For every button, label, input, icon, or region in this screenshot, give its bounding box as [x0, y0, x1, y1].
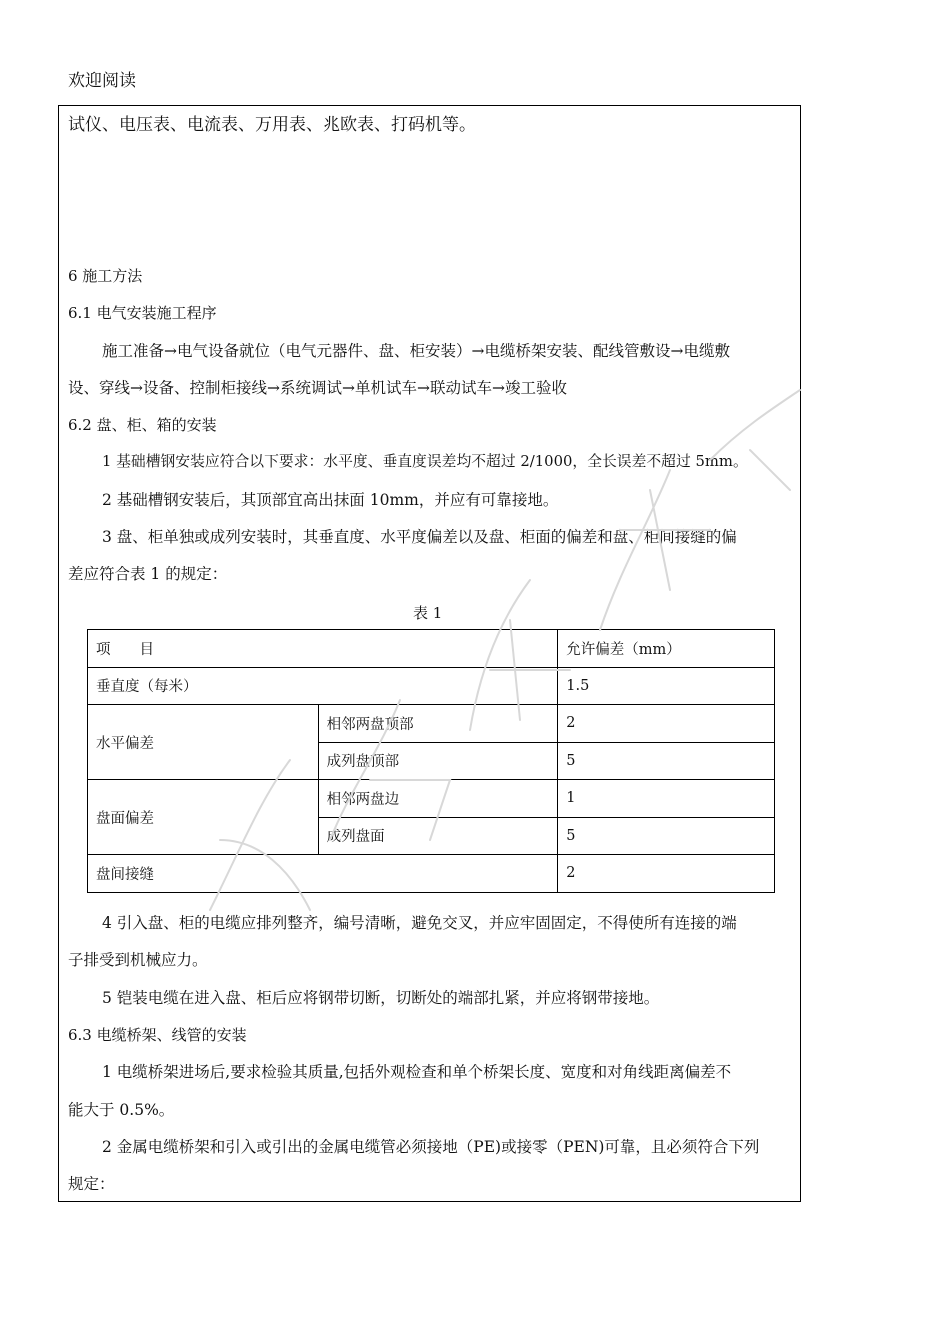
- procedure-line-1: 施工准备→电气设备就位（电气元器件、盘、柜安装）→电缆桥架安装、配线管敷设→电缆敷: [102, 342, 730, 360]
- clause-6-2-5: 5 铠装电缆在进入盘、柜后应将钢带切断，切断处的端部扎紧，并应将钢带接地。: [102, 989, 660, 1007]
- horizontal-group-label: 水平偏差: [88, 705, 319, 780]
- section-6-1-title: 6.1 电气安装施工程序: [68, 304, 217, 322]
- joint-value-cell: 2: [558, 855, 775, 893]
- surface-sub1-value: 1: [558, 780, 775, 818]
- section-6-2-title: 6.2 盘、柜、箱的安装: [68, 416, 217, 434]
- clause-6-3-2-line-2: 规定：: [68, 1175, 115, 1193]
- table-row: [88, 667, 775, 705]
- table-row: [88, 855, 775, 893]
- table-header-row: [88, 630, 775, 668]
- table-1-caption: 表 1: [413, 604, 443, 622]
- clause-6-3-2-line-1: 2 金属电缆桥架和引入或引出的金属电缆管必须接地（PE)或接零（PEN)可靠，且必须符合下列: [102, 1138, 760, 1156]
- surface-sub1-item: 相邻两盘边: [318, 780, 558, 818]
- horizontal-sub1-item: 相邻两盘顶部: [318, 705, 558, 743]
- clause-6-3-1-line-1: 1 电缆桥架进场后,要求检验其质量,包括外观检查和单个桥架长度、宽度和对角线距离偏差不: [102, 1063, 732, 1081]
- page-header: 欢迎阅读: [68, 71, 136, 91]
- clause-6-2-4-line-2: 子排受到机械应力。: [68, 951, 208, 969]
- vertical-value-cell: 1.5: [558, 667, 775, 705]
- section-6-3-title: 6.3 电缆桥架、线管的安装: [68, 1026, 247, 1044]
- clause-6-2-2: 2 基础槽钢安装后，其顶部宜高出抹面 10mm，并应有可靠接地。: [102, 491, 559, 509]
- procedure-line-2: 设、穿线→设备、控制柜接线→系统调试→单机试车→联动试车→竣工验收: [68, 379, 567, 397]
- table-row: [88, 780, 775, 818]
- clause-6-2-3-line-1: 3 盘、柜单独或成列安装时，其垂直度、水平度偏差以及盘、柜面的偏差和盘、柜间接缝的偏: [102, 528, 737, 546]
- clause-6-2-1: 1 基础槽钢安装应符合以下要求：水平度、垂直度误差均不超过 2/1000，全长误差不超过 5mm。: [102, 453, 748, 470]
- section-6-title: 6 施工方法: [68, 267, 143, 285]
- surface-sub2-value: 5: [558, 817, 775, 855]
- tolerance-table: [87, 629, 775, 893]
- joint-item-cell: 盘间接缝: [88, 855, 558, 893]
- horizontal-sub2-item: 成列盘顶部: [318, 742, 558, 780]
- header-tolerance-cell: 允许偏差（mm）: [558, 630, 775, 668]
- horizontal-sub1-value: 2: [558, 705, 775, 743]
- clause-6-2-4-line-1: 4 引入盘、柜的电缆应排列整齐，编号清晰，避免交叉，并应牢固固定，不得使所有连接的端: [102, 914, 737, 932]
- intro-line: 试仪、电压表、电流表、万用表、兆欧表、打码机等。: [68, 115, 476, 135]
- horizontal-sub2-value: 5: [558, 742, 775, 780]
- surface-group-label: 盘面偏差: [88, 780, 319, 855]
- clause-6-2-3-line-2: 差应符合表 1 的规定：: [68, 565, 228, 583]
- surface-sub2-item: 成列盘面: [318, 817, 558, 855]
- table-row: [88, 705, 775, 743]
- vertical-item-cell: 垂直度（每米）: [88, 667, 558, 705]
- clause-6-3-1-line-2: 能大于 0.5%。: [68, 1101, 175, 1119]
- header-item-cell: 项 目: [88, 630, 558, 668]
